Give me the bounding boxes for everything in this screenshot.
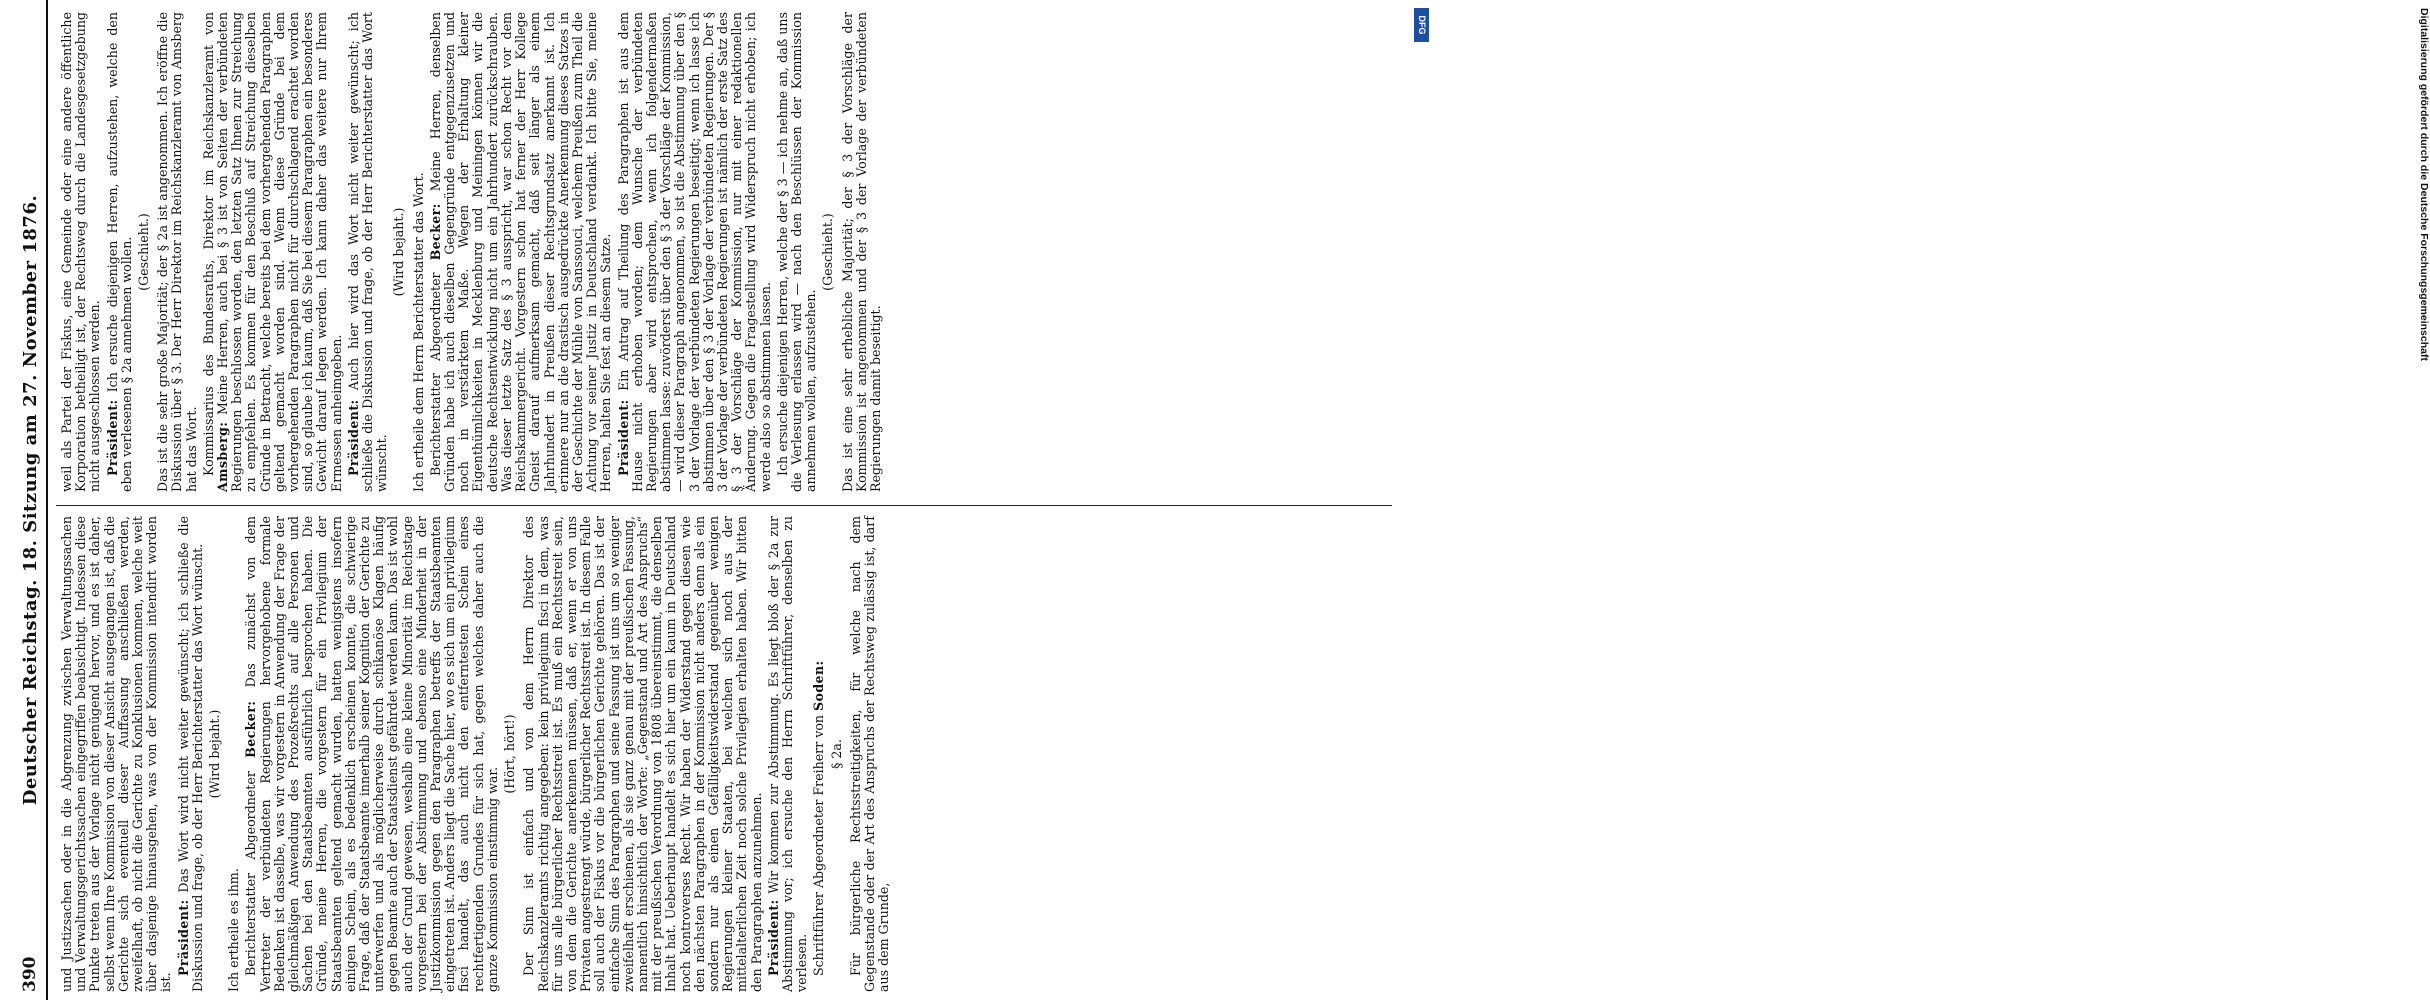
paragraph-text: Ich ertheile dem Herrn Berichterstatter das Wort. (410, 172, 426, 492)
paragraph-text: Das ist eine sehr erhebliche Majorität; der § 3 der Vorschläge der Kommission ist angenommen und der § 3 der Vorlage der verbündeten Regierungen damit beseitigt. (839, 12, 883, 492)
speaker-name: Präsident: (175, 899, 191, 976)
stage-direction: (Geschieht.) (136, 213, 152, 291)
speaker-name: Becker: (427, 203, 443, 261)
paragraph (347, 12, 390, 492)
speaker-role: Berichterstatter Abgeordneter (427, 260, 443, 476)
paragraph (617, 12, 773, 492)
speaker-name: Präsident: (765, 899, 781, 976)
speaker-name: Becker: (243, 700, 259, 758)
paragraph-text: Ich ersuche diejenigen Herren, welche der § 3 — ich nehme an, daß uns die Verlesung erlassen wird — nach den Beschlüssen der Kommission annehmen wollen, aufzustehen. (774, 12, 819, 492)
speaker-name: Präsident: (615, 399, 631, 476)
paragraph-text: Ich ersuche diejenigen Herren, aufzustehen, welche den eben verlesenen § 2a annehmen wollen. (104, 12, 134, 492)
page-number: 390 (20, 956, 40, 992)
paragraph (177, 516, 205, 992)
paragraph (522, 516, 763, 992)
dfg-logo: DFG (1414, 8, 1429, 42)
paragraph (429, 12, 614, 492)
paragraph (412, 12, 426, 492)
page-title: Deutscher Reichstag. 18. Sitzung am 27. November 1876. (20, 194, 41, 806)
paragraph-text: Ein Antrag auf Theilung des Paragraphen ist aus dem Hause nicht erhoben worden; dem Wunsche der verbündeten Regierungen aber wird entsprochen, wenn ich folgendermaßen abstimmen lasse: zuvörderst über den § 3 der Vorschläge der Kommission, — wird dieser Paragraph angenommen, so ist die Abstimmung über den § 3 der Vorlage der verbündeten Regierungen beseitigt; wenn ich lasse ich abstimmen über den § 3 der Vorlage der verbündeten Regierungen. Der § 3 der Vorlage der verbündeten Regierungen ist nämlich der erste Satz des § 3 der Vorschläge der Kommission, nur mit einer redaktionellen Änderung. Gegen die Fragestellung wird Widerspruch nicht erhoben; ich werde also so abstimmen lassen. (615, 12, 773, 492)
speaker-name: Präsident: (345, 399, 361, 476)
digitization-sidebar (1412, 0, 2430, 1000)
speaker-name: Amsberg: (215, 421, 231, 492)
paragraph (812, 516, 826, 992)
paragraph (244, 516, 500, 992)
speaker-name: Präsident: (104, 399, 120, 476)
stage-direction: (Hört, hört!) (502, 714, 518, 794)
paragraph (767, 516, 810, 992)
speaker-role: Schriftführer Abgeordneter Freiherr von (811, 710, 827, 976)
speaker-role: Berichterstatter Abgeordneter (243, 757, 259, 976)
speaker-name: Soden: (811, 660, 827, 711)
right-column (60, 12, 1390, 492)
left-column (60, 516, 1390, 992)
paragraph-text: Auch hier wird das Wort nicht weiter gewünscht; ich schließe die Diskussion und frage, ob der Herr Berichterstatter das Wort wünscht. (345, 12, 390, 492)
digitization-note: Digitalisierung gefördert durch die Deutsche Forschungsgemeinschaft (2418, 8, 2430, 361)
stage-direction: (Geschieht.) (820, 213, 836, 291)
paragraph-text: und Justizsachen oder in die Abgrenzung zwischen Verwaltungssachen und Verwaltungsgerichtssachen eingegriffen beabsichtigt. Indessen diese Punkte treten aus der Vorlage nicht genügend hervor, und es ist daher, selbst wenn Ihre Kommission von dieser Ansicht ausgegangen ist, daß die Gerichte sich eventuell dieser Auffassung anschließen werden, zweifelhaft, ob nicht die Gerichte zu Konklusionen kommen, welche weit über dasjenige hinausgehen, was von der Kommission intendirt worden ist. (59, 516, 174, 992)
paragraph-text: Meine Herren, denselben Gründen habe ich auch dieselben Gegengründe entgegenzusetzen und noch in verstärktem Maße. Wegen der Erhaltung kleiner Eigenthümlichkeiten in Mecklenburg und Meiningen können wir die deutsche Rechtsentwicklung nicht um ein Jahrhundert zurückschrauben. Was dieser letzte Satz des § 3 ausspricht, war schon Recht vor dem Reichskammergericht. Vorgestern schon hat ferner der Herr Kollege Gneist darauf aufmerksam gemacht, daß seit länger als einem Jahrhundert in Preußen dieser Rechtsgrundsatz anerkannt ist. Ich erinnere nur an die drastisch ausgedrückte Anerkennung dieses Satzes in der Geschichte der Mühle von Sanssouci, welchem Preußen zum Theil die Achtung vor seiner Justiz in Deutschland verdankt. Ich bitte Sie, meine Herren, halten Sie fest an diesem Satze. (427, 12, 614, 492)
paragraph (202, 12, 344, 492)
paragraph-text: Ich ertheile es ihm. (226, 868, 242, 992)
paragraph-text: Wir kommen zur Abstimmung. Es liegt bloß der § 2a zur Abstimmung vor; ich ersuche den Herrn Schriftführer, denselben zu verlesen. (765, 516, 810, 992)
paragraph-text: Das ist die sehr große Majorität; der § 2a ist angenommen. Ich eröffne die Diskussion über § 3. Der Herr Direktor im Reichskanzleramt von Amsberg hat das Wort. (155, 12, 199, 492)
paragraph (106, 12, 134, 492)
column-divider (56, 505, 1392, 506)
paragraph-text: weil als Partei der Fiskus, eine Gemeinde oder eine andere öffentliche Korporation betheiligt ist, der Rechtsweg durch die Landesgesetzgebung nicht ausgeschlossen werden. (59, 12, 103, 492)
paragraph (60, 12, 103, 492)
paragraph (841, 12, 884, 492)
paragraph-text: Meine Herren, auch bei § 3 ist von Seiten der verbündeten Regierungen beschlossen worden, den letzten Satz Ihnen zur Streichung zu empfehlen. Es kommen für den Beschluß auf Streichung dieselben Gründe in Betracht, welche bereits bei dem vorhergehenden Paragraphen geltend gemacht worden sind. Wenn diese Gründe bei dem vorhergehenden Paragraphen nicht für durchschlagend erachtet worden sind, so glaube ich kaum, daß Sie bei diesem Paragraphen ein besonderes Gewicht darauf legen werden. Ich kann daher das weitere nur Ihrem Ermessen anheimgeben. (215, 12, 344, 492)
stage-direction: § 2a. (828, 739, 844, 769)
paragraph-text: Für bürgerliche Rechtsstreitigkeiten, für welche nach dem Gegenstande oder der Art des Anspruchs der Rechtsweg zulässig ist, darf aus dem Grunde, (847, 516, 892, 992)
paragraph (227, 516, 241, 992)
paragraph-text: Der Sinn ist einfach und von dem Herrn Direktor des Reichskanzleramts richtig angegeben: kein privilegium fisci in dem, was für uns alle bürgerlicher Rechtsstreit ist. Es muß ein Rechtsstreit sein, von dem die Gerichte anerkennen müssen, daß er, wenn er von uns Privaten angestrengt würde, bürgerlicher Rechtsstreit ist. In diesem Falle soll auch der Fiskus vor die bürgerlichen Gerichte gehören. Das ist der einfache Sinn des Paragraphen und seine Fassung ist uns um so weniger zweifelhaft erschienen, als sie ganz genau mit der preußischen Fassung, namentlich hinsichtlich der Worte: „Gegenstand und Art des Anspruchs“ mit der preußischen Verordnung von 1808 übereinstimmt, die denselben Inhalt hat. Ueberhaupt handelt es sich hier um ein kaum in Deutschland noch kontroverses Recht. Wir haben der Widerstand gegen diesen wie den nächsten Paragraphen in der Kommission nicht anders denn als ein sondern nur als einen Gefälligkeitswiderstand gegenüber wenigen Regierungen kleiner Staaten, bei welchen sich noch aus der mittelalterlichen Zeit noch solche Privilegien erhalten haben. Wir bitten den Paragraphen anzunehmen. (521, 516, 764, 992)
paragraph (776, 12, 819, 492)
stage-direction: (Wird bejaht.) (391, 207, 407, 297)
stage-direction: (Wird bejaht.) (207, 709, 223, 799)
paragraph-text: Das zunächst von dem Vertreter der verbündeten Regierungen hervorgehobene formale Bedenken ist dasselbe, was wir vorgestern in Anwendung der Frage der gleichmäßigen Anwendung des Prozeßrechts auf alle Personen und Sachen bei den Staatsbeamten ausführlich besprochen haben. Die Gründe, meine Herren, die vorgestern für ein Privilegium der Staatsbeamten geltend gemacht wurden, hatten wenigstens insofern einigen Schein, als es bedenklich erscheinen konnte, die schwierige Frage, daß der Staatsbeamte innerhalb seiner Kognition der Gerichte zu unterwerfen und als möglicherweise durch schikanöse Klagen häufig gegen Beamte auch der Staatsdienst gefährdet werden kann. Das ist wohl auch der Grund gewesen, weshalb eine kleine Minorität im Reichstage vorgestern bei der Abstimmung und ebenso eine Minderheit in der Justizkommission gegen den Paragraphen betreffs der Staatsbeamten eingetreten ist. Anders liegt die Sache hier, wo es sich um ein privilegium fisci handelt, das auch nicht den entferntesten Schein eines rechtfertigenden Grundes für sich hat, gegen welches daher auch die ganze Kommission einstimmig war. (243, 516, 500, 992)
rotated-page (16, 0, 1406, 1000)
paragraph-text: Das Wort wird nicht weiter gewünscht; ich schließe die Diskussion und frage, ob der Herr Berichterstatter das Wort wünscht. (175, 516, 205, 992)
paragraph (60, 516, 174, 992)
paragraph (156, 12, 199, 492)
paragraph (849, 516, 892, 992)
page-header (16, 0, 48, 1000)
speaker-role: Kommissarius des Bundesraths, Direktor im Reichskanzleramt von (200, 12, 216, 476)
